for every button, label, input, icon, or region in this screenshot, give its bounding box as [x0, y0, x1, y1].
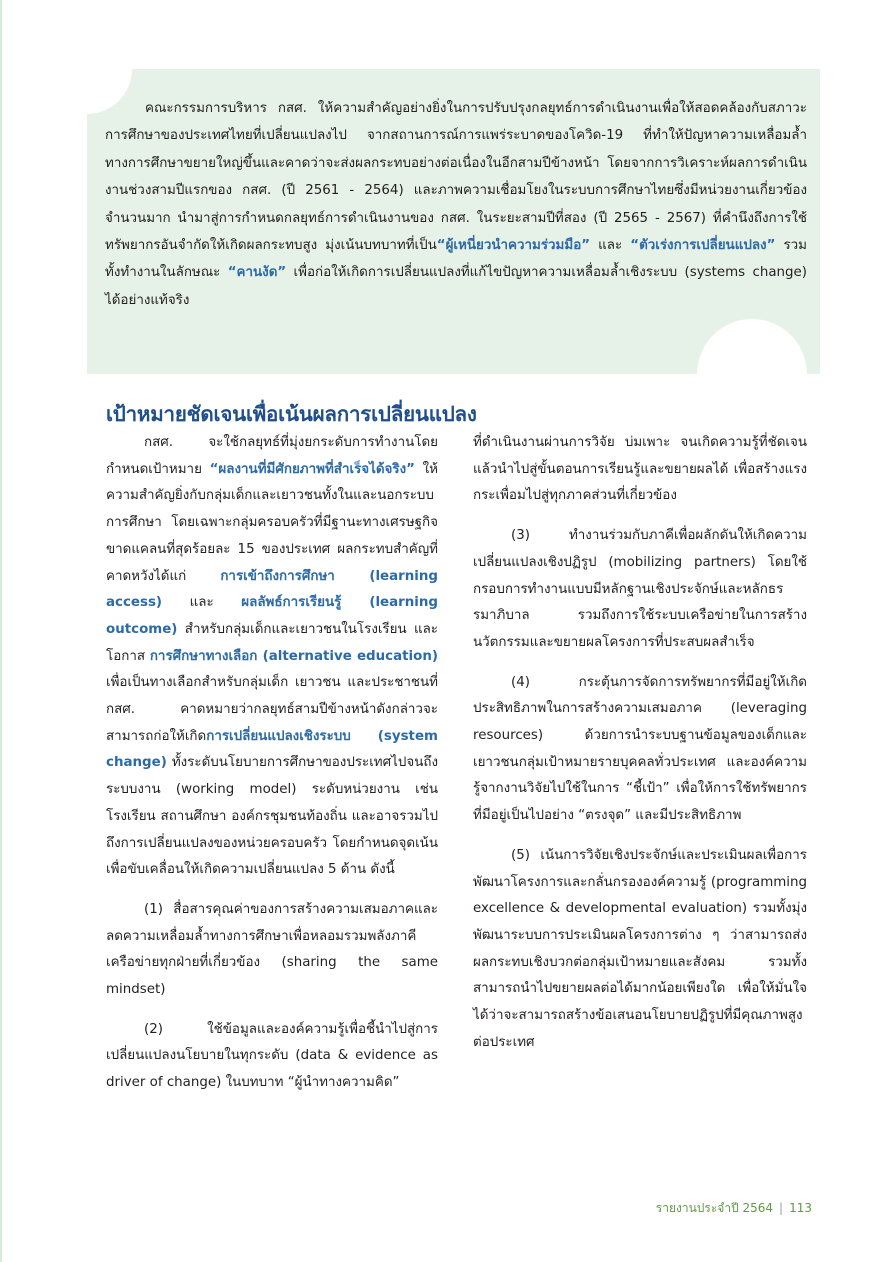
page-number: 113 [789, 1201, 812, 1215]
left-paragraph-2: (1) สื่อสารคุณค่าของการสร้างความเสมอภาคและลดความเหลื่อมล้ำทางการศึกษาเพื่อหลอมรวมพลังภาคีเครือข่ายทุกฝ่ายที่เกี่ยวข้อง (sharing the same mindset) [106, 901, 438, 998]
highlight-collaboration-inducer: “ผู้เหนี่ยวนำความร่วมมือ” [436, 238, 591, 254]
left-paragraph-3: (2) ใช้ข้อมูลและองค์ความรู้เพื่อชี้นำไปสู่การเปลี่ยนแปลงนโยบายในทุกระดับ (data & evidence as driver of change) ในบทบาท “ผู้นำทางความคิด” [106, 1021, 438, 1091]
left-column [106, 430, 438, 1110]
footer-separator: | [779, 1201, 784, 1215]
decorative-circle-bottom-right [697, 319, 807, 374]
right-paragraph-1: (3) ทำงานร่วมกับภาคีเพื่อผลักดันให้เกิดความเปลี่ยนแปลงเชิงปฏิรูป (mobilizing partners) โดยใช้กรอบการทำงานแบบมีหลักฐานเชิงประจักษ์และหลักธรรมาภิบาล รวมถึงการใช้ระบบเครือข่ายในการสร้างนวัตกรรมและขยายผลโครงการที่ประสบผลสำเร็จ [473, 528, 807, 650]
page-left-rule [0, 0, 2, 1262]
footer-report-label: รายงานประจำปี 2564 [655, 1201, 774, 1215]
left-paragraph-1: กสศ. จะใช้กลยุทธ์ที่มุ่งยกระดับการทำงานโดยกำหนดเป้าหมาย “ผลงานที่มีศักยภาพที่สำเร็จได้จริง” ให้ความสำคัญยิ่งกับกลุ่มเด็กและเยาวชนทั้งในและนอกระบบการศึกษา โดยเฉพาะกลุ่มครอบครัวที่มีฐานะทางเศรษฐกิจขาดแคลนที่สุดร้อยละ 15 ของประเทศ ผลกระทบสำคัญที่คาดหวังได้แก่ การเข้าถึงการศึกษา (learning access) และ ผลลัพธ์การเรียนรู้ (learning outcome) สำหรับกลุ่มเด็กและเยาวชนในโรงเรียน และโอกาส การศึกษาทางเลือก (alternative education) เพื่อเป็นทางเลือกสำหรับกลุ่มเด็ก เยาวชน และประชาชนที่ กสศ. คาดหมายว่ากลยุทธ์สามปีข้างหน้าดังกล่าวจะสามารถก่อให้เกิดการเปลี่ยนแปลงเชิงระบบ (system change) ทั้งระดับนโยบายการศึกษาของประเทศไปจนถึงระบบงาน (working model) ระดับหน่วยงาน เช่น โรงเรียน สถานศึกษา องค์กรชุมชนท้องถิ่น และอาจรวมไปถึงการเปลี่ยนแปลงของหน่วยครอบครัว โดยกำหนดจุดเน้นเพื่อขับเคลื่อนให้เกิดความเปลี่ยนแปลง 5 ด้าน ดังนี้ [106, 435, 438, 878]
right-column [473, 430, 807, 1069]
highlight-change-accelerator: “ตัวเร่งการเปลี่ยนแปลง” [630, 238, 776, 254]
intro-paragraph: คณะกรรมการบริหาร กสศ. ให้ความสำคัญอย่างยิ่งในการปรับปรุงกลยุทธ์การดำเนินงานเพื่อให้สอดคล้องกับสภาวะการศึกษาของประเทศไทยที่เปลี่ยนแปลงไป จากสถานการณ์การแพร่ระบาดของโควิด-19 ที่ทำให้ปัญหาความเหลื่อมล้ำทางการศึกษาขยายใหญ่ขึ้นและคาดว่าจะส่งผลกระทบอย่างต่อเนื่องในอีกสามปีข้างหน้า โดยจากการวิเคราะห์ผลการดำเนินงานช่วงสามปีแรกของ กสศ. (ปี 2561 - 2564) และภาพความเชื่อมโยงในระบบการศึกษาไทยซึ่งมีหน่วยงานเกี่ยวข้องจำนวนมาก นำมาสู่การกำหนดกลยุทธ์การดำเนินงานของ กสศ. ในระยะสามปีที่สอง (ปี 2565 - 2567) ที่คำนึงถึงการใช้ทรัพยากรอันจำกัดให้เกิดผลกระทบสูง มุ่งเน้นบทบาทที่เป็น“ผู้เหนี่ยวนำความร่วมมือ” และ “ตัวเร่งการเปลี่ยนแปลง” รวมทั้งทำงานในลักษณะ “คานงัด” เพื่อก่อให้เกิดการเปลี่ยนแปลงที่แก้ไขปัญหาความเหลื่อมล้ำเชิงระบบ (systems change) ได้อย่างแท้จริง [105, 101, 807, 308]
page-footer [560, 1199, 812, 1218]
highlight-lever: “คานงัด” [227, 265, 287, 281]
right-paragraph-2: (4) กระตุ้นการจัดการทรัพยากรที่มีอยู่ให้เกิดประสิทธิภาพในการสร้างความเสมอภาค (leveraging resources) ด้วยการนำระบบฐานข้อมูลของเด็กและเยาวชนกลุ่มเป้าหมายรายบุคคลทั่วประเทศ และองค์ความรู้จากงานวิจัยไปใช้ในการ “ชี้เป้า” เพื่อให้การใช้ทรัพยากรที่มีอยู่เป็นไปอย่าง “ตรงจุด” และมีประสิทธิภาพ [473, 674, 807, 824]
right-paragraph-3: (5) เน้นการวิจัยเชิงประจักษ์และประเมินผลเพื่อการพัฒนาโครงการและกลั่นกรององค์ความรู้ (programming excellence & developmental evaluation) รวมทั้งมุ่งพัฒนาระบบการประเมินผลโครงการต่าง ๆ ว่าสามารถส่งผลกระทบเชิงบวกต่อกลุ่มเป้าหมายและสังคม รวมทั้งสามารถนำไปขยายผลต่อได้มากน้อยเพียงใด เพื่อให้มั่นใจได้ว่าจะสามารถสร้างข้อเสนอนโยบายปฏิรูปที่มีคุณภาพสูงต่อประเทศ [473, 847, 807, 1050]
intro-box [87, 69, 820, 374]
section-heading: เป้าหมายชัดเจนเพื่อเน้นผลการเปลี่ยนแปลง [106, 402, 477, 426]
right-paragraph-0: ที่ดำเนินงานผ่านการวิจัย บ่มเพาะ จนเกิดความรู้ที่ชัดเจนแล้วนำไปสู่ขั้นตอนการเรียนรู้และขยายผลได้ เพื่อสร้างแรงกระเพื่อมไปสู่ทุกภาคส่วนที่เกี่ยวข้อง [473, 435, 807, 504]
